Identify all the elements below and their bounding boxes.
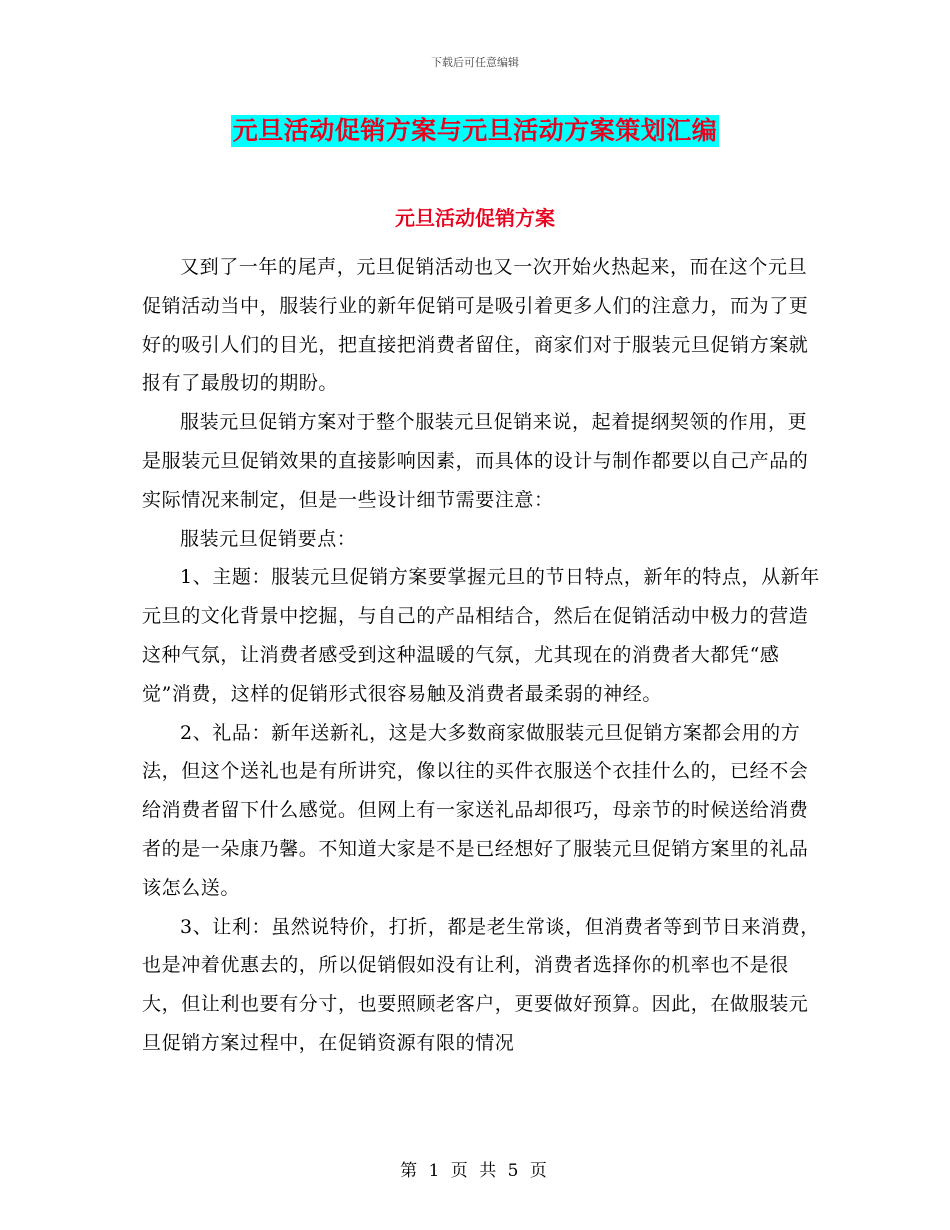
paragraph: 又到了一年的尾声，元旦促销活动也又一次开始火热起来，而在这个元旦促销活动当中，服装行业的新年促销可是吸引着更多人们的注意力，而为了更好的吸引人们的目光，把直接把消费者留住，商家们对于服装元旦促销方案就报有了最殷切的期盼。	[142, 256, 809, 395]
paragraph: 1、主题：服装元旦促销方案要掌握元旦的节日特点，新年的特点，从新年元旦的文化背景中挖掘，与自己的产品相结合，然后在促销活动中极力的营造这种气氛，让消费者感受到这种温暖的气氛，尤其现在的消费者大都凭“感觉”消费，这样的促销形式很容易触及消费者最柔弱的神经。	[142, 566, 820, 705]
document-body	[142, 248, 822, 1063]
page-number-footer: 第 1 页 共 5 页	[400, 1161, 550, 1181]
main-title-container	[0, 115, 950, 147]
paragraph: 3、让利：虽然说特价，打折，都是老生常谈，但消费者等到节日来消费，也是冲着优惠去的，所以促销假如没有让利，消费者选择你的机率也不是很大，但让利也要有分寸，也要照顾老客户，更要做好预算。因此，在做服装元旦促销方案过程中，在促销资源有限的情况	[142, 915, 820, 1054]
paragraph: 服装元旦促销要点：	[180, 527, 357, 550]
paragraph: 服装元旦促销方案对于整个服装元旦促销来说，起着提纲契领的作用，更是服装元旦促销效果的直接影响因素，而具体的设计与制作都要以自己产品的实际情况来制定，但是一些设计细节需要注意：	[142, 411, 809, 511]
paragraph: 2、礼品：新年送新礼，这是大多数商家做服装元旦促销方案都会用的方法，但这个送礼也是有所讲究，像以往的买件衣服送个衣挂什么的，已经不会给消费者留下什么感觉。但网上有一家送礼品却很巧，母亲节的时候送给消费者的是一朵康乃馨。不知道大家是不是已经想好了服装元旦促销方案里的礼品该怎么送。	[142, 721, 809, 899]
page-header-note: 下载后可任意编辑	[431, 56, 519, 69]
document-main-title: 元旦活动促销方案与元旦活动方案策划汇编	[232, 116, 718, 145]
section-title: 元旦活动促销方案	[395, 206, 555, 230]
